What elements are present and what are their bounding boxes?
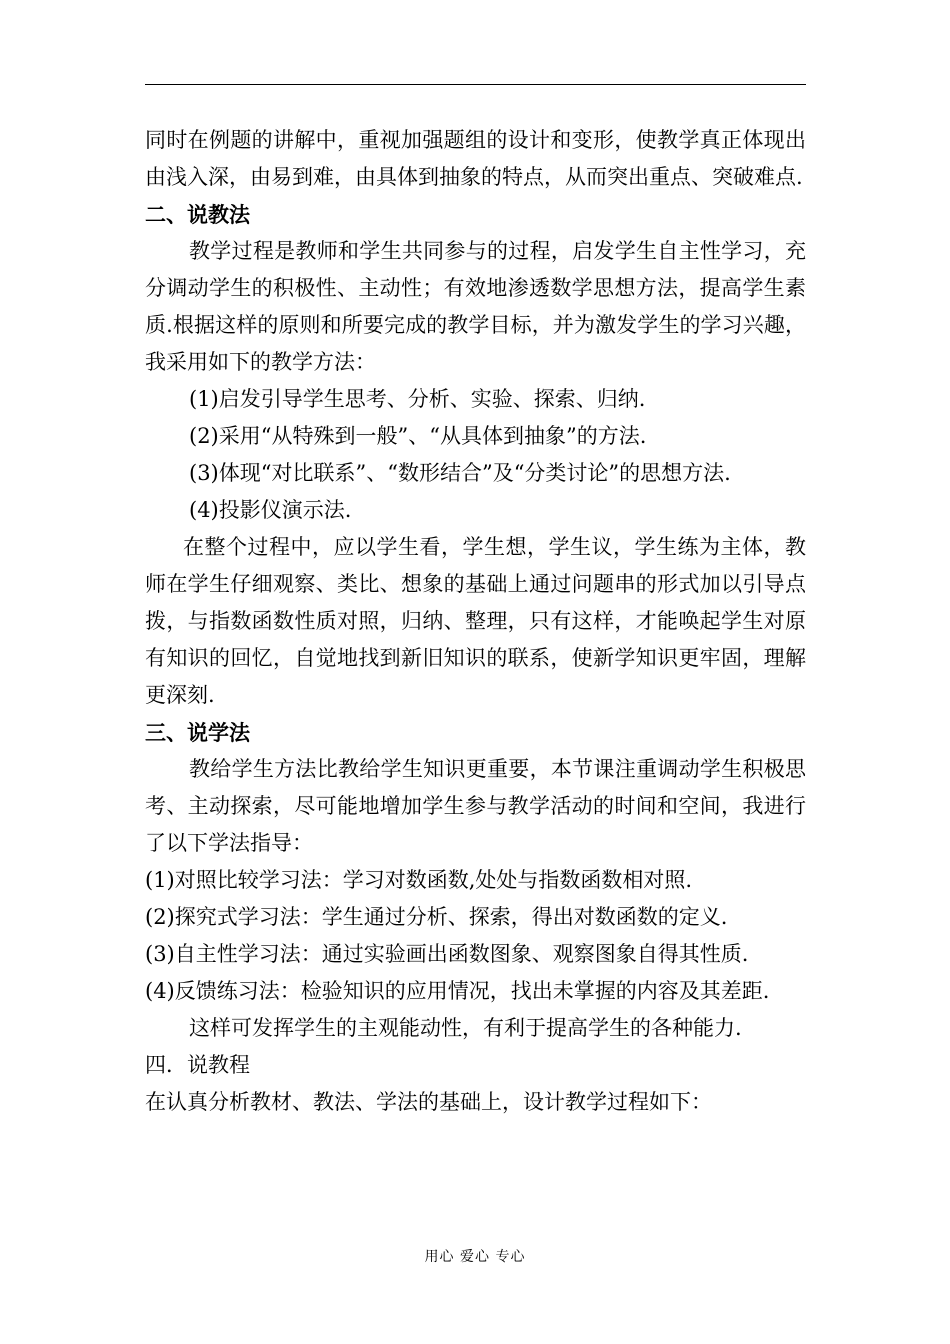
- section-heading-teaching-method: 二、说教法: [145, 202, 250, 227]
- method-item-3: (3)体现“对比联系”、“数形结合”及“分类讨论”的思想方法.: [189, 461, 731, 485]
- learning-item-2: (2)探究式学习法：学生通过分析、探索，得出对数函数的定义.: [145, 905, 728, 929]
- paragraph-teaching-method: 教学过程是教师和学生共同参与的过程，启发学生自主性学习，充分调动学生的积极性、主动性；有效地渗透数学思想方法，提高学生素质.根据这样的原则和所要完成的教学目标，并为激发学生的学习兴趣，我采用如下的教学方法：: [145, 239, 806, 374]
- section-heading-learning-method: 三、说学法: [145, 720, 250, 745]
- paragraph-procedure: 在认真分析教材、教法、学法的基础上，设计教学过程如下：: [145, 1090, 712, 1114]
- method-item-4: (4)投影仪演示法.: [189, 498, 352, 522]
- learning-item-4: (4)反馈练习法：检验知识的应用情况，找出未掌握的内容及其差距.: [145, 979, 770, 1003]
- paragraph-intro: 同时在例题的讲解中，重视加强题组的设计和变形，使教学真正体现出由浅入深，由易到难，由具体到抽象的特点，从而突出重点、突破难点.: [145, 128, 806, 189]
- page-footer: 用心 爱心 专心: [424, 1249, 526, 1265]
- section-heading-procedure: 四．说教程: [145, 1053, 250, 1077]
- learning-item-1: (1)对照比较学习法：学习对数函数,处处与指数函数相对照.: [145, 868, 693, 892]
- paragraph-process: 在整个过程中，应以学生看，学生想，学生议，学生练为主体，教师在学生仔细观察、类比、想象的基础上通过问题串的形式加以引导点拨，与指数函数性质对照，归纳、整理，只有这样，才能唤起学生对原有知识的回忆，自觉地找到新旧知识的联系，使新学知识更牢固，理解更深刻.: [145, 535, 806, 707]
- method-item-2: (2)采用“从特殊到一般”、“从具体到抽象”的方法.: [189, 424, 647, 448]
- method-item-1: (1)启发引导学生思考、分析、实验、探索、归纳.: [189, 387, 646, 411]
- document-body: [145, 122, 806, 1121]
- learning-item-3: (3)自主性学习法：通过实验画出函数图象、观察图象自得其性质.: [145, 942, 749, 966]
- paragraph-summary: 这样可发挥学生的主观能动性，有利于提高学生的各种能力.: [189, 1016, 742, 1040]
- header-rule: [145, 84, 806, 85]
- paragraph-learning-method: 教给学生方法比教给学生知识更重要，本节课注重调动学生积极思考、主动探索，尽可能地增加学生参与教学活动的时间和空间，我进行了以下学法指导：: [145, 757, 806, 855]
